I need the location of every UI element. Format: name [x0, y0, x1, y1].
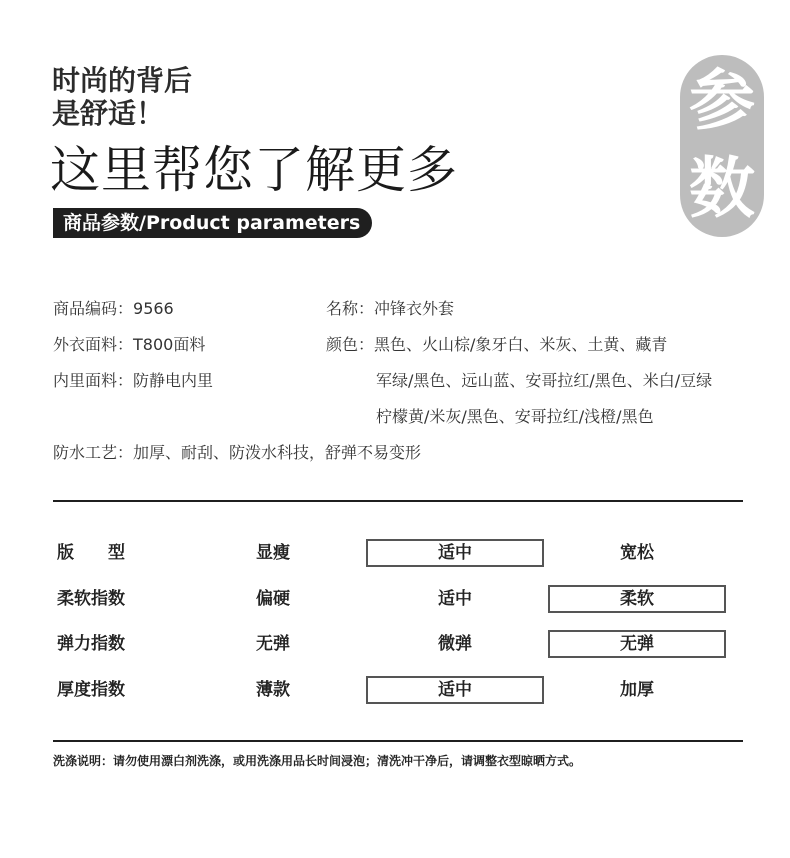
- tagline-line-2: 是舒适！: [52, 97, 165, 130]
- grid-option-selected: 无弹: [548, 630, 726, 658]
- spec-name: [326, 299, 454, 319]
- grid-option: 微弹: [438, 634, 472, 654]
- spec-water-value: 加厚、耐刮、防泼水科技，舒弹不易变形: [133, 443, 422, 462]
- spec-code-label: 商品编码：: [53, 299, 134, 318]
- grid-option: 宽松: [620, 543, 654, 563]
- spec-outer-label: 外衣面料：: [53, 335, 134, 354]
- grid-option-selected: 适中: [366, 676, 544, 704]
- spec-outer-value: T800面料: [133, 335, 206, 354]
- grid-option-selected: 适中: [366, 539, 544, 567]
- spec-water: [53, 443, 421, 463]
- grid-label-softness: 柔软指数: [57, 589, 125, 609]
- badge-char-2: 数: [689, 150, 755, 227]
- tagline-line-1: 时尚的背后: [52, 64, 193, 97]
- params-badge: [680, 55, 764, 237]
- spec-code-value: 9566: [133, 299, 174, 318]
- divider-bottom: [53, 740, 743, 742]
- grid-label-fit: 版 型: [57, 543, 125, 563]
- spec-name-label: 名称：: [326, 299, 375, 318]
- tagline: [52, 64, 192, 130]
- grid-option: 适中: [438, 589, 472, 609]
- spec-color-line-2: 军绿/黑色、远山蓝、安哥拉红/黑色、米白/豆绿: [376, 371, 713, 390]
- spec-code: [53, 299, 174, 319]
- badge-char-1: 参: [689, 62, 755, 139]
- grid-option: 无弹: [256, 634, 290, 654]
- section-label: 商品参数/Product parameters: [53, 208, 372, 238]
- grid-option: 薄款: [256, 680, 290, 700]
- care-instructions: 洗涤说明：请勿使用漂白剂洗涤，或用洗涤用品长时间浸泡；清洗冲干净后，请调整衣型晾晒方式。: [53, 754, 582, 768]
- spec-color: [326, 335, 667, 355]
- grid-option: 显瘦: [256, 543, 290, 563]
- spec-color-line-3: 柠檬黄/米灰/黑色、安哥拉红/浅橙/黑色: [376, 407, 654, 426]
- grid-option: 加厚: [620, 680, 654, 700]
- grid-option-selected: 柔软: [548, 585, 726, 613]
- grid-option: 偏硬: [256, 589, 290, 609]
- divider-top: [53, 500, 743, 502]
- spec-color-line-1: 黑色、火山棕/象牙白、米灰、土黄、藏青: [374, 335, 668, 354]
- spec-water-label: 防水工艺：: [53, 443, 134, 462]
- grid-label-thickness: 厚度指数: [57, 680, 125, 700]
- spec-lining-label: 内里面料：: [53, 371, 134, 390]
- grid-label-elasticity: 弹力指数: [57, 634, 125, 654]
- spec-lining: [53, 371, 213, 391]
- headline: 这里帮您了解更多: [50, 141, 458, 199]
- spec-lining-value: 防静电内里: [133, 371, 214, 390]
- spec-name-value: 冲锋衣外套: [374, 299, 455, 318]
- spec-color-label: 颜色：: [326, 335, 375, 354]
- spec-outer: [53, 335, 205, 355]
